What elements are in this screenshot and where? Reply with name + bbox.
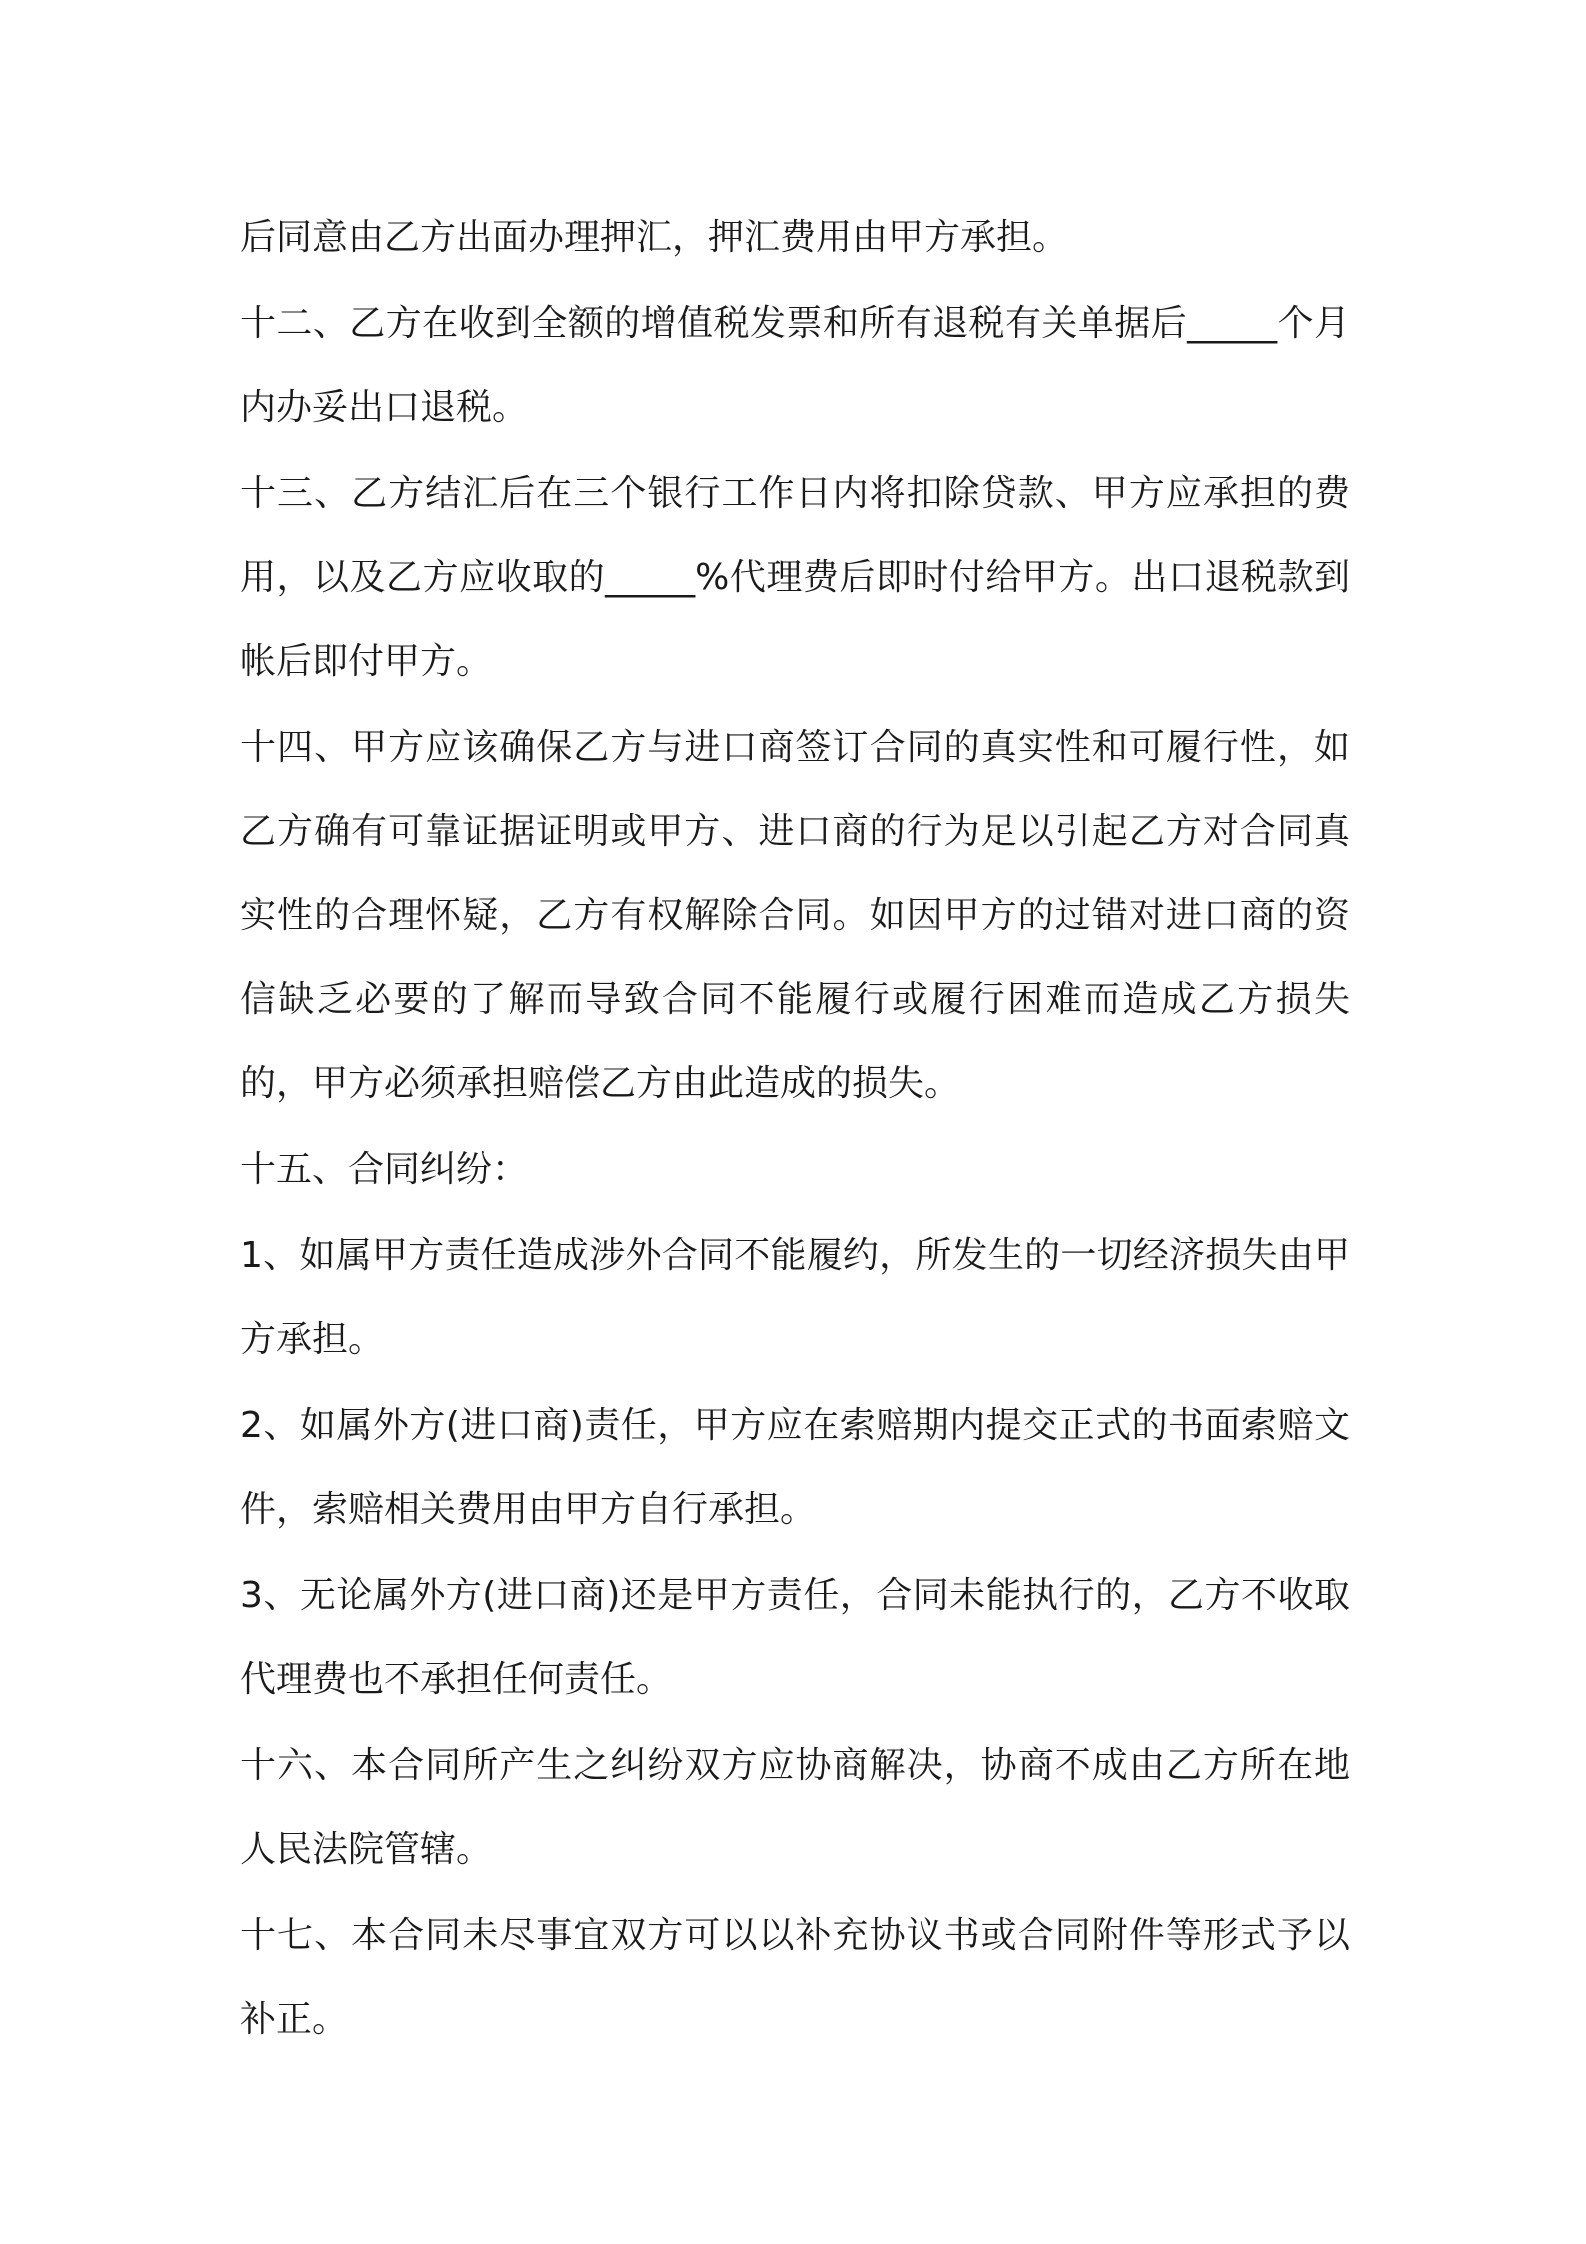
- clause-16: 十六、本合同所产生之纠纷双方应协商解决，协商不成由乙方所在地人民法院管辖。: [240, 1745, 1350, 1870]
- document-page: [240, 196, 1350, 2062]
- clause-15-item-3: 3、无论属外方(进口商)还是甲方责任，合同未能执行的，乙方不收取代理费也不承担任何责任。: [240, 1575, 1350, 1700]
- clause-15-item-1: 1、如属甲方责任造成涉外合同不能履约，所发生的一切经济损失由甲方承担。: [240, 1235, 1350, 1360]
- paragraph-continuation: 后同意由乙方出面办理押汇，押汇费用由甲方承担。: [240, 217, 1069, 258]
- clause-13: 十三、乙方结汇后在三个银行工作日内将扣除贷款、甲方应承担的费用，以及乙方应收取的_____%代理费后即时付给甲方。出口退税款到帐后即付甲方。: [240, 473, 1350, 682]
- clause-12: 十二、乙方在收到全额的增值税发票和所有退税有关单据后_____个月内办妥出口退税。: [240, 303, 1350, 428]
- clause-17: 十七、本合同未尽事宜双方可以以补充协议书或合同附件等形式予以补正。: [240, 1915, 1350, 2040]
- clause-14: 十四、甲方应该确保乙方与进口商签订合同的真实性和可履行性，如乙方确有可靠证据证明或甲方、进口商的行为足以引起乙方对合同真实性的合理怀疑，乙方有权解除合同。如因甲方的过错对进口商的资信缺乏必要的了解而导致合同不能履行或履行困难而造成乙方损失的，甲方必须承担赔偿乙方由此造成的损失。: [240, 727, 1350, 1104]
- clause-15-heading: 十五、合同纠纷：: [240, 1149, 529, 1190]
- clause-15-item-2: 2、如属外方(进口商)责任，甲方应在索赔期内提交正式的书面索赔文件，索赔相关费用由甲方自行承担。: [240, 1405, 1350, 1530]
